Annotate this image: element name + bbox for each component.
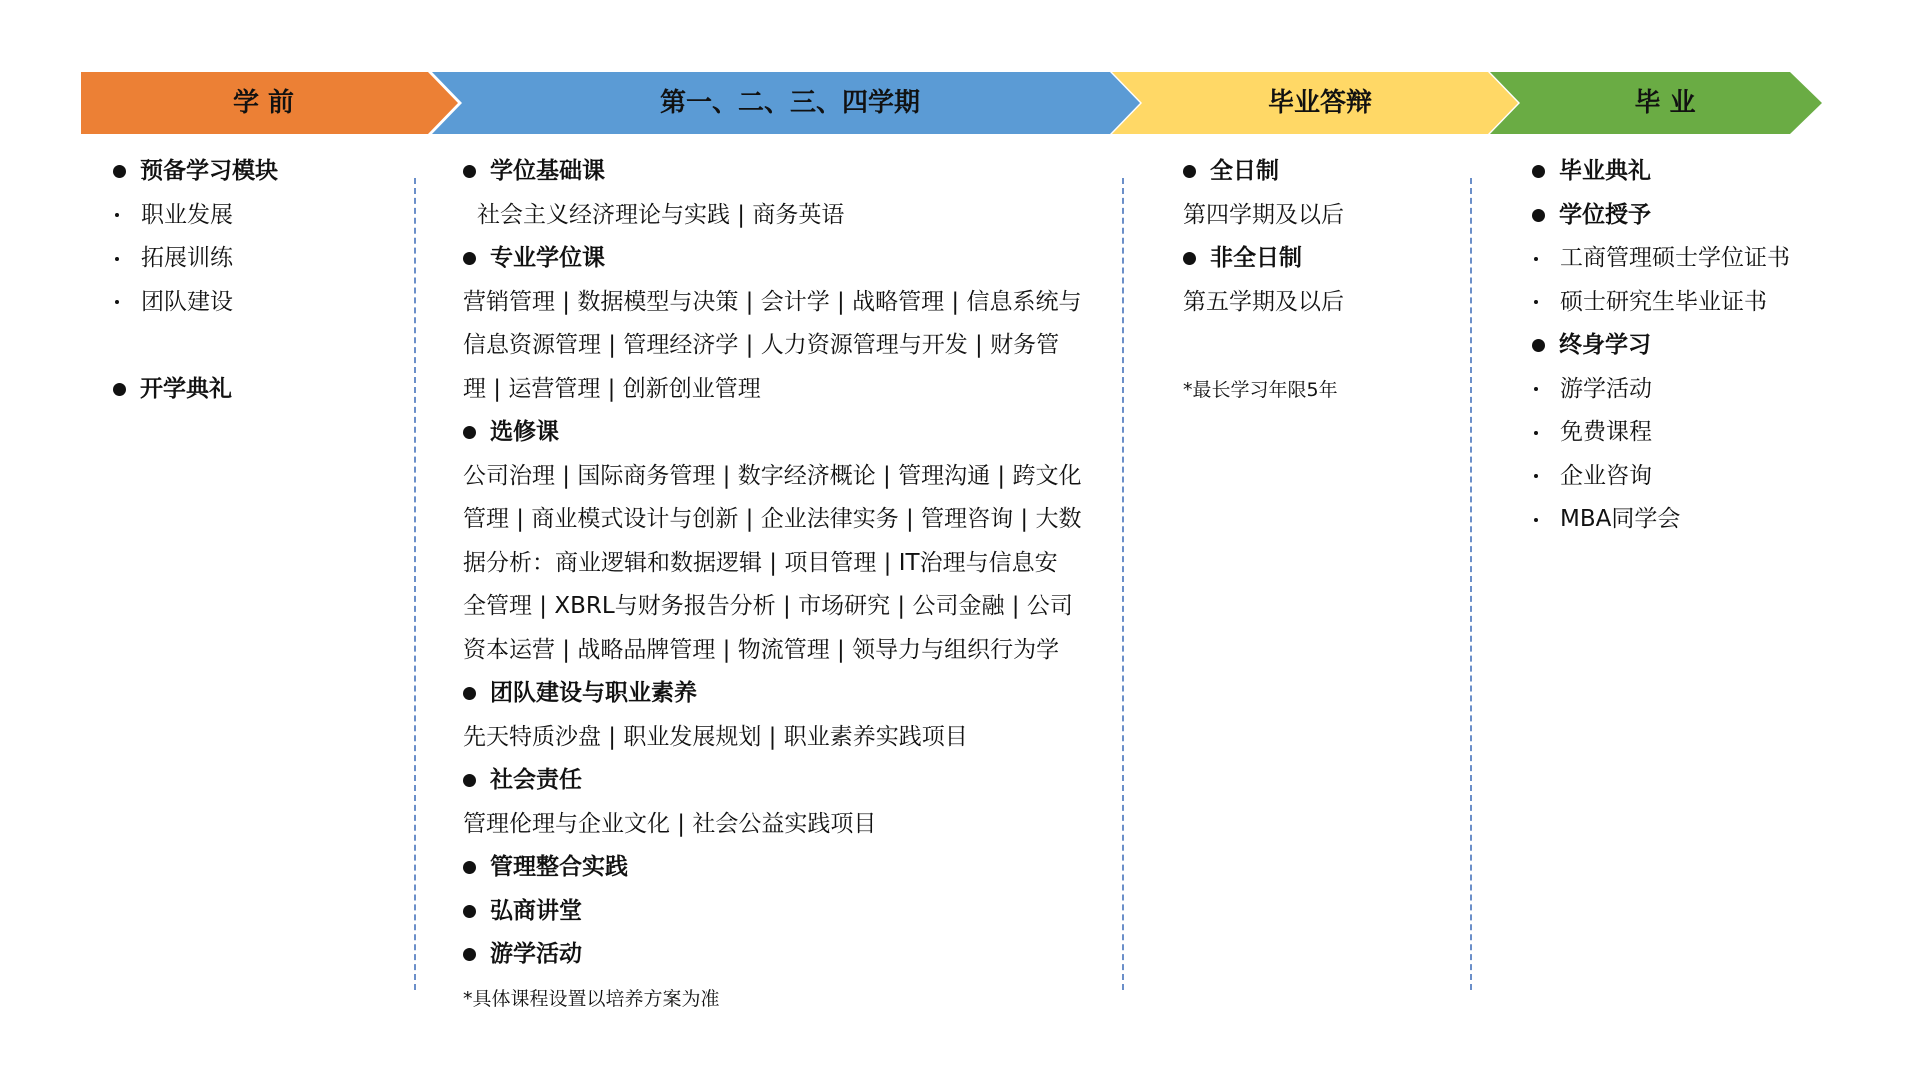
bullet-icon <box>1532 209 1545 222</box>
small-bullet-icon <box>1534 300 1538 304</box>
defense-note: *最长学习年限5年 <box>1183 378 1338 401</box>
course-note: *具体课程设置以培养方案为准 <box>463 987 720 1010</box>
semesters-column <box>463 150 1081 1021</box>
bullet-icon <box>1183 165 1196 178</box>
stage-label-defense: 毕业答辩 <box>1267 88 1372 118</box>
defense-heading: 非全日制 <box>1183 237 1344 281</box>
list-item: 游学活动 <box>1532 368 1790 412</box>
small-bullet-icon <box>1534 387 1538 391</box>
course-text: 理 | 运营管理 | 创新创业管理 <box>463 375 761 402</box>
bullet-icon <box>463 165 476 178</box>
graduation-heading: 终身学习 <box>1532 324 1790 368</box>
course-heading: 社会责任 <box>463 759 1081 803</box>
course-heading: 游学活动 <box>463 933 1081 977</box>
bullet-icon <box>463 948 476 961</box>
bullet-icon <box>463 861 476 874</box>
column-divider <box>1122 178 1124 990</box>
defense-column <box>1183 150 1344 412</box>
small-bullet-icon <box>115 300 119 304</box>
list-item: 工商管理硕士学位证书 <box>1532 237 1790 281</box>
course-text: 信息资源管理 | 管理经济学 | 人力资源管理与开发 | 财务管 <box>463 332 1060 358</box>
list-item: 免费课程 <box>1532 411 1790 455</box>
course-text: 资本运营 | 战略品牌管理 | 物流管理 | 领导力与组织行为学 <box>463 636 1060 663</box>
defense-heading: 全日制 <box>1183 150 1344 194</box>
stage-label-semesters: 第一、二、三、四学期 <box>659 88 920 118</box>
list-item: 团队建设 <box>113 281 278 325</box>
small-bullet-icon <box>1534 431 1538 435</box>
course-text: 全管理 | XBRL与财务报告分析 | 市场研究 | 公司金融 | 公司 <box>463 593 1073 619</box>
course-heading: 管理整合实践 <box>463 846 1081 890</box>
bullet-icon <box>463 426 476 439</box>
bullet-icon <box>1183 252 1196 265</box>
bullet-icon <box>463 252 476 265</box>
small-bullet-icon <box>1534 518 1538 522</box>
course-text: 管理 | 商业模式设计与创新 | 企业法律实务 | 管理咨询 | 大数 <box>463 506 1082 532</box>
bullet-icon <box>113 383 126 396</box>
list-item: 拓展训练 <box>113 237 278 281</box>
pre-column <box>113 150 278 411</box>
course-heading: 选修课 <box>463 411 1081 455</box>
course-text: 据分析：商业逻辑和数据逻辑 | 项目管理 | IT治理与信息安 <box>463 549 1058 576</box>
bullet-icon <box>1532 165 1545 178</box>
list-item: 职业发展 <box>113 194 278 238</box>
bullet-icon <box>1532 339 1545 352</box>
course-text: 营销管理 | 数据模型与决策 | 会计学 | 战略管理 | 信息系统与 <box>463 288 1082 315</box>
defense-text: 第五学期及以后 <box>1183 288 1344 315</box>
course-text: 先天特质沙盘 | 职业发展规划 | 职业素养实践项目 <box>463 723 968 750</box>
course-text: 公司治理 | 国际商务管理 | 数字经济概论 | 管理沟通 | 跨文化 <box>463 462 1082 489</box>
course-heading: 学位基础课 <box>463 150 1081 194</box>
graduation-column <box>1532 150 1790 542</box>
column-divider <box>414 178 416 990</box>
defense-text: 第四学期及以后 <box>1183 201 1344 228</box>
stage-label-graduation: 毕 业 <box>1634 88 1696 118</box>
course-heading: 弘商讲堂 <box>463 890 1081 934</box>
course-heading: 专业学位课 <box>463 237 1081 281</box>
course-text: 管理伦理与企业文化 | 社会公益实践项目 <box>463 810 877 837</box>
list-item: 企业咨询 <box>1532 455 1790 499</box>
graduation-heading: 学位授予 <box>1532 194 1790 238</box>
course-text: 社会主义经济理论与实践 | 商务英语 <box>477 201 845 228</box>
bullet-icon <box>463 905 476 918</box>
bullet-icon <box>463 687 476 700</box>
stage-label-pre: 学 前 <box>232 88 295 118</box>
list-item: MBA同学会 <box>1532 498 1790 542</box>
small-bullet-icon <box>1534 257 1538 261</box>
list-item: 硕士研究生毕业证书 <box>1532 281 1790 325</box>
small-bullet-icon <box>115 213 119 217</box>
course-heading: 团队建设与职业素养 <box>463 672 1081 716</box>
bullet-icon <box>463 774 476 787</box>
pre-heading: 开学典礼 <box>113 368 278 412</box>
graduation-heading: 毕业典礼 <box>1532 150 1790 194</box>
small-bullet-icon <box>115 257 119 261</box>
pre-heading: 预备学习模块 <box>113 150 278 194</box>
bullet-icon <box>113 165 126 178</box>
small-bullet-icon <box>1534 474 1538 478</box>
column-divider <box>1470 178 1472 990</box>
